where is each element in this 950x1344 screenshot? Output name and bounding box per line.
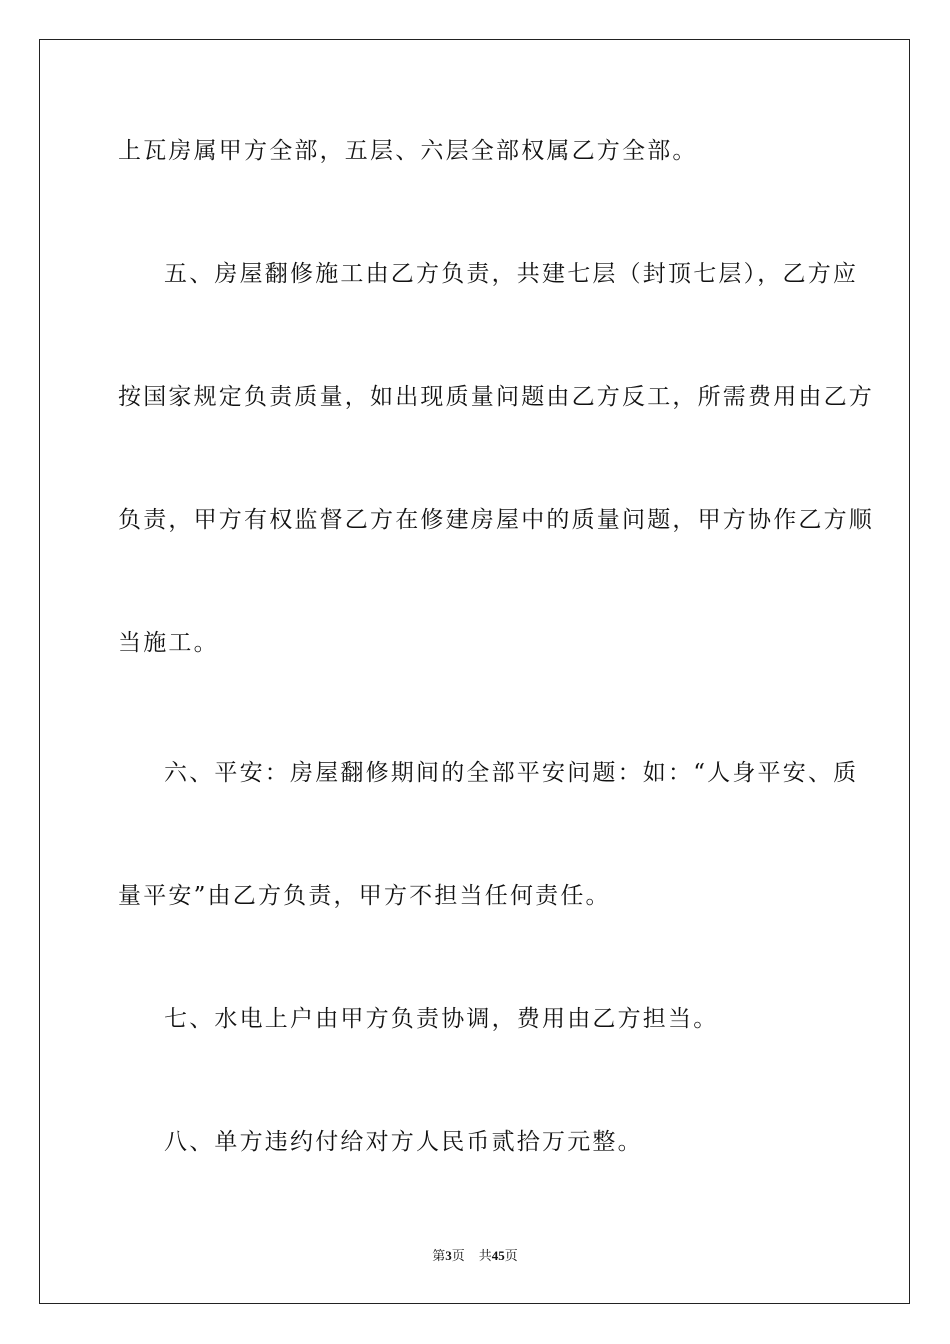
total-prefix: 共: [478, 1248, 492, 1263]
clause-six-line-2: 量平安”由乙方负责，甲方不担当任何责任。: [118, 883, 611, 909]
clause-five-line-2: 按国家规定负责质量，如出现质量问题由乙方反工，所需费用由乙方: [118, 384, 874, 410]
page-footer: [0, 1247, 950, 1265]
clause-six-line-1: 六、平安：房屋翻修期间的全部平安问题：如：“人身平安、质: [164, 760, 859, 786]
total-pages: 45: [491, 1248, 505, 1263]
clause-eight: 八、单方违约付给对方人民币贰拾万元整。: [164, 1129, 643, 1155]
page-number: 3: [445, 1248, 452, 1263]
clause-five-line-1: 五、房屋翻修施工由乙方负责，共建七层（封顶七层），乙方应: [164, 261, 859, 287]
page-suffix: 页: [451, 1248, 465, 1263]
text-line: 上瓦房属甲方全部，五层、六层全部权属乙方全部。: [118, 138, 698, 164]
clause-five-line-3: 负责，甲方有权监督乙方在修建房屋中的质量问题，甲方协作乙方顺: [118, 507, 874, 533]
page-prefix: 第: [432, 1248, 446, 1263]
total-suffix: 页: [504, 1248, 518, 1263]
clause-five-line-4: 当施工。: [118, 630, 219, 656]
page-border: [39, 39, 910, 1304]
clause-seven: 七、水电上户由甲方负责协调，费用由乙方担当。: [164, 1006, 719, 1032]
